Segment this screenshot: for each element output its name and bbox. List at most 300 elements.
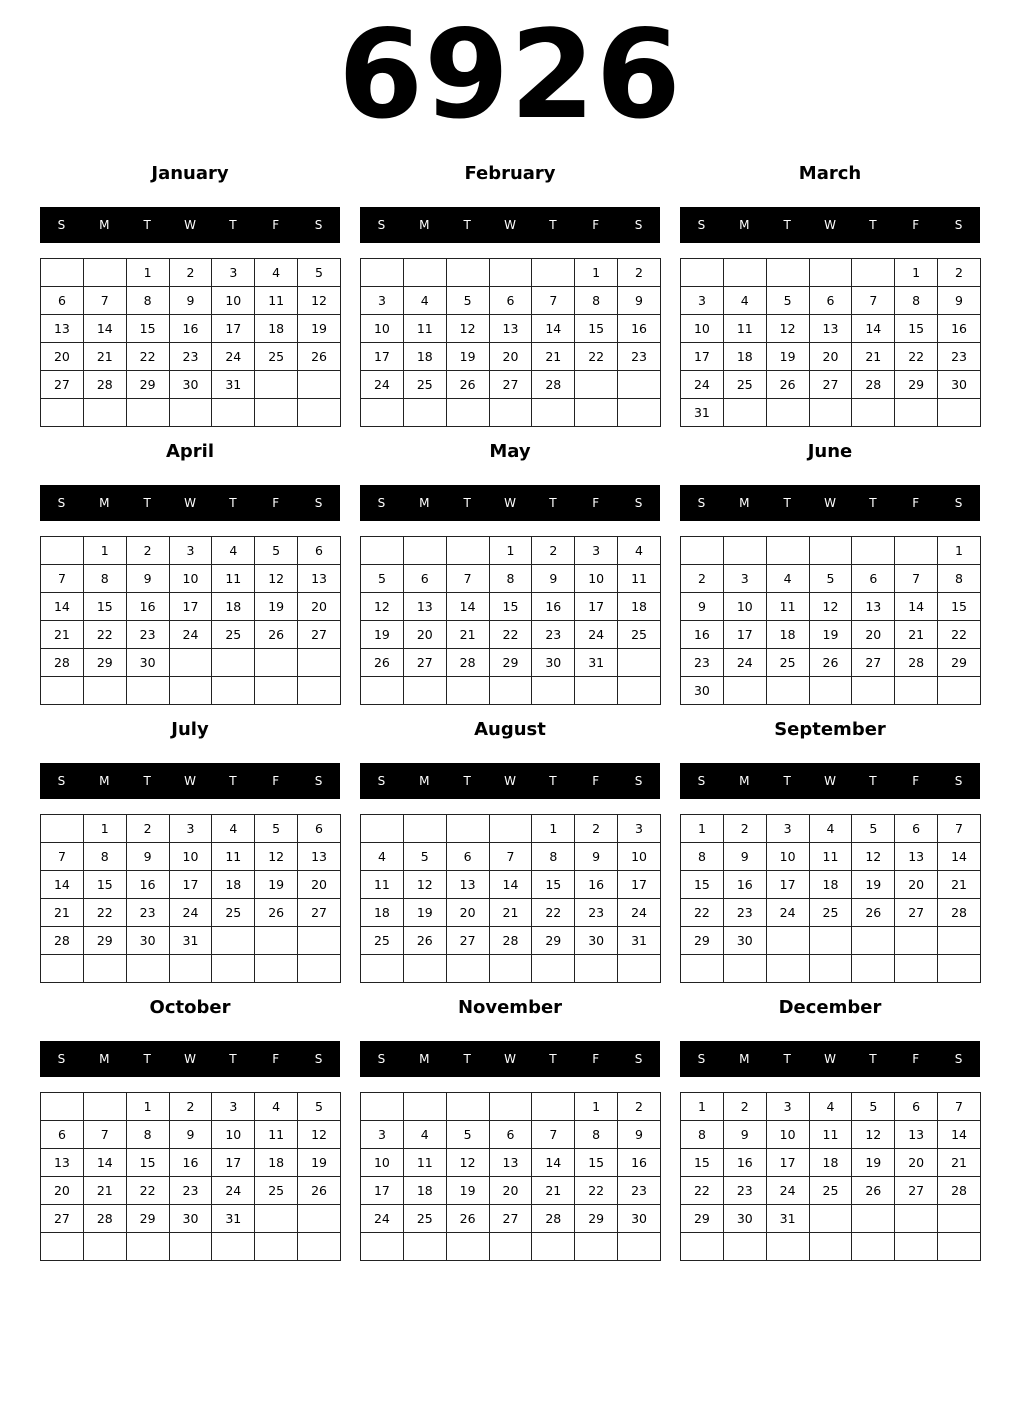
week-row <box>361 565 661 593</box>
day-cell: 9 <box>575 843 618 871</box>
day-cell: 20 <box>446 899 489 927</box>
day-cell: 16 <box>723 1149 766 1177</box>
day-cell: 27 <box>852 649 895 677</box>
day-cell: 20 <box>895 871 938 899</box>
day-cell: 16 <box>938 315 981 343</box>
day-cell: 18 <box>403 1177 446 1205</box>
day-cell: 16 <box>575 871 618 899</box>
empty-day-cell <box>723 955 766 983</box>
day-cell: 4 <box>766 565 809 593</box>
empty-day-cell <box>618 677 661 705</box>
day-cell: 12 <box>403 871 446 899</box>
day-cell: 12 <box>852 1121 895 1149</box>
empty-day-cell <box>255 399 298 427</box>
day-cell: 8 <box>489 565 532 593</box>
month-name: January <box>151 163 229 184</box>
weekday-label: T <box>143 218 151 232</box>
day-cell: 22 <box>126 343 169 371</box>
day-cell: 15 <box>126 1149 169 1177</box>
day-cell: 25 <box>255 1177 298 1205</box>
empty-day-cell <box>852 399 895 427</box>
day-cell: 24 <box>766 1177 809 1205</box>
weekday-label: S <box>954 1052 963 1066</box>
day-cell: 12 <box>766 315 809 343</box>
day-cell: 30 <box>723 1205 766 1233</box>
day-cell: 9 <box>126 565 169 593</box>
day-cell: 2 <box>618 1093 661 1121</box>
day-cell: 23 <box>723 1177 766 1205</box>
day-cell: 30 <box>169 1205 212 1233</box>
day-cell: 13 <box>41 1149 84 1177</box>
empty-day-cell <box>489 955 532 983</box>
day-cell: 22 <box>895 343 938 371</box>
empty-day-cell <box>41 537 84 565</box>
day-cell: 26 <box>852 899 895 927</box>
day-cell: 18 <box>212 593 255 621</box>
empty-day-cell <box>489 677 532 705</box>
day-cell: 15 <box>532 871 575 899</box>
week-row <box>41 259 341 287</box>
day-cell: 11 <box>723 315 766 343</box>
day-grid <box>40 1092 341 1261</box>
day-cell: 9 <box>169 1121 212 1149</box>
day-cell: 14 <box>938 843 981 871</box>
weekday-label: S <box>634 496 643 510</box>
weekday-label: S <box>697 1052 706 1066</box>
empty-day-cell <box>298 1205 341 1233</box>
empty-day-cell <box>41 955 84 983</box>
empty-day-cell <box>681 259 724 287</box>
day-cell: 28 <box>489 927 532 955</box>
empty-day-cell <box>169 399 212 427</box>
day-cell: 6 <box>895 1093 938 1121</box>
empty-day-cell <box>766 537 809 565</box>
weekday-label: F <box>912 1052 920 1066</box>
empty-day-cell <box>446 1233 489 1261</box>
day-cell: 7 <box>532 287 575 315</box>
day-cell: 17 <box>361 1177 404 1205</box>
empty-day-cell <box>489 399 532 427</box>
day-cell: 27 <box>895 899 938 927</box>
day-cell: 12 <box>298 287 341 315</box>
day-cell: 3 <box>361 287 404 315</box>
weekday-label: S <box>697 218 706 232</box>
empty-day-cell <box>575 955 618 983</box>
week-row <box>361 843 661 871</box>
day-cell: 31 <box>169 927 212 955</box>
day-cell: 3 <box>766 815 809 843</box>
day-cell: 24 <box>766 899 809 927</box>
day-cell: 5 <box>446 287 489 315</box>
weekday-label: S <box>314 496 323 510</box>
weekday-label: W <box>184 1052 196 1066</box>
day-cell: 2 <box>618 259 661 287</box>
empty-day-cell <box>532 399 575 427</box>
day-cell: 7 <box>532 1121 575 1149</box>
empty-day-cell <box>298 371 341 399</box>
empty-day-cell <box>809 537 852 565</box>
weekday-label: M <box>739 1052 750 1066</box>
week-row <box>41 537 341 565</box>
day-cell: 2 <box>681 565 724 593</box>
week-row <box>41 1149 341 1177</box>
day-cell: 16 <box>169 1149 212 1177</box>
day-cell: 3 <box>169 537 212 565</box>
day-cell: 16 <box>618 315 661 343</box>
weekday-label: F <box>592 496 600 510</box>
weekday-header <box>40 485 340 521</box>
day-cell: 5 <box>298 1093 341 1121</box>
weekday-label: S <box>634 1052 643 1066</box>
day-grid <box>40 536 341 705</box>
day-cell: 11 <box>212 843 255 871</box>
empty-day-cell <box>41 259 84 287</box>
day-cell: 30 <box>532 649 575 677</box>
empty-day-cell <box>938 1205 981 1233</box>
weekday-label: S <box>954 774 963 788</box>
day-cell: 9 <box>618 1121 661 1149</box>
empty-day-cell <box>446 815 489 843</box>
weekday-label: T <box>783 774 791 788</box>
weekday-label: W <box>184 774 196 788</box>
day-cell: 28 <box>532 371 575 399</box>
weekday-label: W <box>184 496 196 510</box>
day-cell: 22 <box>489 621 532 649</box>
month-name: October <box>149 997 231 1018</box>
day-cell: 10 <box>618 843 661 871</box>
week-row <box>681 621 981 649</box>
day-cell: 4 <box>212 815 255 843</box>
day-cell: 17 <box>575 593 618 621</box>
day-cell: 15 <box>575 1149 618 1177</box>
weekday-label: T <box>463 496 471 510</box>
day-cell: 8 <box>575 287 618 315</box>
empty-day-cell <box>212 1233 255 1261</box>
empty-day-cell <box>489 259 532 287</box>
week-row <box>681 843 981 871</box>
empty-day-cell <box>681 1233 724 1261</box>
day-cell: 12 <box>255 843 298 871</box>
weekday-label: S <box>377 496 386 510</box>
day-cell: 8 <box>126 1121 169 1149</box>
empty-day-cell <box>41 399 84 427</box>
weekday-label: M <box>739 218 750 232</box>
day-cell: 7 <box>938 815 981 843</box>
week-row <box>41 843 341 871</box>
weekday-label: F <box>272 1052 280 1066</box>
day-cell: 1 <box>895 259 938 287</box>
day-cell: 25 <box>361 927 404 955</box>
day-cell: 24 <box>212 343 255 371</box>
day-cell: 6 <box>895 815 938 843</box>
day-cell: 26 <box>809 649 852 677</box>
day-cell: 12 <box>446 1149 489 1177</box>
week-row <box>41 871 341 899</box>
day-cell: 25 <box>255 343 298 371</box>
day-cell: 18 <box>212 871 255 899</box>
day-cell: 10 <box>681 315 724 343</box>
day-cell: 16 <box>532 593 575 621</box>
day-cell: 26 <box>255 899 298 927</box>
empty-day-cell <box>895 1205 938 1233</box>
empty-day-cell <box>895 1233 938 1261</box>
month-name: September <box>774 719 886 740</box>
day-cell: 30 <box>126 649 169 677</box>
day-cell: 14 <box>489 871 532 899</box>
day-cell: 1 <box>681 1093 724 1121</box>
empty-day-cell <box>809 1205 852 1233</box>
day-cell: 15 <box>126 315 169 343</box>
week-row <box>41 927 341 955</box>
day-cell: 3 <box>766 1093 809 1121</box>
day-cell: 7 <box>489 843 532 871</box>
empty-day-cell <box>938 399 981 427</box>
weekday-label: W <box>824 1052 836 1066</box>
empty-day-cell <box>723 399 766 427</box>
day-cell: 17 <box>681 343 724 371</box>
week-row <box>361 1149 661 1177</box>
day-cell: 16 <box>126 593 169 621</box>
week-row <box>681 565 981 593</box>
day-cell: 29 <box>489 649 532 677</box>
day-cell: 6 <box>403 565 446 593</box>
day-cell: 5 <box>255 537 298 565</box>
day-cell: 11 <box>766 593 809 621</box>
weekday-label: T <box>549 774 557 788</box>
day-cell: 20 <box>41 343 84 371</box>
week-row <box>361 621 661 649</box>
week-row <box>361 955 661 983</box>
day-cell: 10 <box>361 315 404 343</box>
empty-day-cell <box>83 955 126 983</box>
day-cell: 27 <box>809 371 852 399</box>
day-cell: 23 <box>681 649 724 677</box>
month-name: March <box>798 163 862 184</box>
week-row <box>361 537 661 565</box>
day-cell: 24 <box>212 1177 255 1205</box>
day-cell: 14 <box>532 1149 575 1177</box>
week-row <box>681 371 981 399</box>
weekday-label: S <box>634 774 643 788</box>
day-cell: 29 <box>83 649 126 677</box>
day-cell: 10 <box>723 593 766 621</box>
day-cell: 21 <box>852 343 895 371</box>
weekday-label: F <box>912 774 920 788</box>
weekday-label: T <box>783 496 791 510</box>
day-cell: 4 <box>255 1093 298 1121</box>
day-cell: 18 <box>255 315 298 343</box>
weekday-header <box>680 1041 980 1077</box>
day-cell: 27 <box>895 1177 938 1205</box>
day-cell: 10 <box>361 1149 404 1177</box>
day-cell: 22 <box>126 1177 169 1205</box>
day-grid <box>680 536 981 705</box>
day-cell: 27 <box>446 927 489 955</box>
week-row <box>681 1233 981 1261</box>
day-cell: 19 <box>255 871 298 899</box>
day-cell: 7 <box>83 1121 126 1149</box>
week-row <box>361 287 661 315</box>
day-cell: 26 <box>446 371 489 399</box>
day-cell: 27 <box>298 899 341 927</box>
day-cell: 28 <box>41 927 84 955</box>
day-cell: 20 <box>489 1177 532 1205</box>
weekday-label: T <box>549 496 557 510</box>
day-cell: 26 <box>852 1177 895 1205</box>
day-cell: 29 <box>575 1205 618 1233</box>
empty-day-cell <box>83 677 126 705</box>
day-cell: 22 <box>681 1177 724 1205</box>
day-cell: 3 <box>723 565 766 593</box>
day-cell: 31 <box>212 1205 255 1233</box>
empty-day-cell <box>723 259 766 287</box>
weekday-label: M <box>739 774 750 788</box>
week-row <box>41 1205 341 1233</box>
empty-day-cell <box>298 927 341 955</box>
day-cell: 10 <box>169 565 212 593</box>
week-row <box>361 1121 661 1149</box>
weekday-header <box>40 207 340 243</box>
day-cell: 23 <box>618 1177 661 1205</box>
day-cell: 17 <box>212 315 255 343</box>
empty-day-cell <box>212 399 255 427</box>
day-cell: 5 <box>852 1093 895 1121</box>
day-cell: 14 <box>938 1121 981 1149</box>
weekday-label: T <box>783 218 791 232</box>
day-cell: 20 <box>298 593 341 621</box>
day-cell: 23 <box>723 899 766 927</box>
day-cell: 1 <box>83 537 126 565</box>
day-cell: 9 <box>532 565 575 593</box>
weekday-label: M <box>419 1052 430 1066</box>
weekday-label: T <box>783 1052 791 1066</box>
empty-day-cell <box>809 955 852 983</box>
empty-day-cell <box>938 927 981 955</box>
day-cell: 28 <box>938 1177 981 1205</box>
day-cell: 27 <box>489 371 532 399</box>
empty-day-cell <box>446 259 489 287</box>
empty-day-cell <box>766 677 809 705</box>
empty-day-cell <box>618 1233 661 1261</box>
week-row <box>681 399 981 427</box>
weekday-label: F <box>592 774 600 788</box>
week-row <box>361 927 661 955</box>
day-cell: 5 <box>852 815 895 843</box>
day-cell: 15 <box>489 593 532 621</box>
day-cell: 27 <box>298 621 341 649</box>
day-cell: 1 <box>938 537 981 565</box>
empty-day-cell <box>403 815 446 843</box>
weekday-label: T <box>143 496 151 510</box>
week-row <box>41 621 341 649</box>
empty-day-cell <box>255 927 298 955</box>
month-name: May <box>489 441 531 462</box>
empty-day-cell <box>852 927 895 955</box>
empty-day-cell <box>298 955 341 983</box>
weekday-label: M <box>99 496 110 510</box>
weekday-label: M <box>99 1052 110 1066</box>
day-cell: 3 <box>618 815 661 843</box>
week-row <box>41 343 341 371</box>
day-cell: 21 <box>41 899 84 927</box>
empty-day-cell <box>403 955 446 983</box>
week-row <box>681 1149 981 1177</box>
week-row <box>681 259 981 287</box>
empty-day-cell <box>361 1093 404 1121</box>
day-cell: 13 <box>852 593 895 621</box>
weekday-label: T <box>549 1052 557 1066</box>
day-cell: 5 <box>255 815 298 843</box>
day-cell: 8 <box>895 287 938 315</box>
day-cell: 24 <box>169 621 212 649</box>
day-cell: 5 <box>809 565 852 593</box>
week-row <box>41 315 341 343</box>
day-cell: 25 <box>403 371 446 399</box>
empty-day-cell <box>403 399 446 427</box>
day-cell: 23 <box>575 899 618 927</box>
empty-day-cell <box>255 1233 298 1261</box>
week-row <box>361 1233 661 1261</box>
weekday-label: S <box>697 774 706 788</box>
weekday-label: T <box>229 774 237 788</box>
day-cell: 17 <box>169 871 212 899</box>
day-cell: 21 <box>83 343 126 371</box>
empty-day-cell <box>489 815 532 843</box>
day-cell: 17 <box>766 871 809 899</box>
day-cell: 2 <box>532 537 575 565</box>
day-cell: 1 <box>575 1093 618 1121</box>
day-cell: 21 <box>938 871 981 899</box>
empty-day-cell <box>169 677 212 705</box>
week-row <box>361 593 661 621</box>
day-cell: 25 <box>809 1177 852 1205</box>
empty-day-cell <box>83 399 126 427</box>
day-cell: 6 <box>489 287 532 315</box>
day-cell: 22 <box>532 899 575 927</box>
day-cell: 30 <box>126 927 169 955</box>
empty-day-cell <box>361 955 404 983</box>
day-cell: 14 <box>852 315 895 343</box>
month-name: November <box>457 997 563 1018</box>
day-cell: 5 <box>766 287 809 315</box>
empty-day-cell <box>532 955 575 983</box>
weekday-header <box>680 485 980 521</box>
empty-day-cell <box>169 1233 212 1261</box>
empty-day-cell <box>852 259 895 287</box>
empty-day-cell <box>766 955 809 983</box>
weekday-label: S <box>57 496 66 510</box>
empty-day-cell <box>403 537 446 565</box>
day-cell: 13 <box>41 315 84 343</box>
day-cell: 8 <box>575 1121 618 1149</box>
day-cell: 6 <box>41 287 84 315</box>
empty-day-cell <box>403 1233 446 1261</box>
day-cell: 21 <box>938 1149 981 1177</box>
empty-day-cell <box>618 955 661 983</box>
empty-day-cell <box>255 1205 298 1233</box>
day-cell: 4 <box>809 815 852 843</box>
day-cell: 19 <box>403 899 446 927</box>
weekday-label: W <box>504 218 516 232</box>
empty-day-cell <box>809 1233 852 1261</box>
day-cell: 30 <box>169 371 212 399</box>
day-cell: 3 <box>681 287 724 315</box>
day-grid <box>360 258 661 427</box>
weekday-label: S <box>634 218 643 232</box>
day-cell: 12 <box>852 843 895 871</box>
day-cell: 6 <box>446 843 489 871</box>
day-cell: 12 <box>446 315 489 343</box>
